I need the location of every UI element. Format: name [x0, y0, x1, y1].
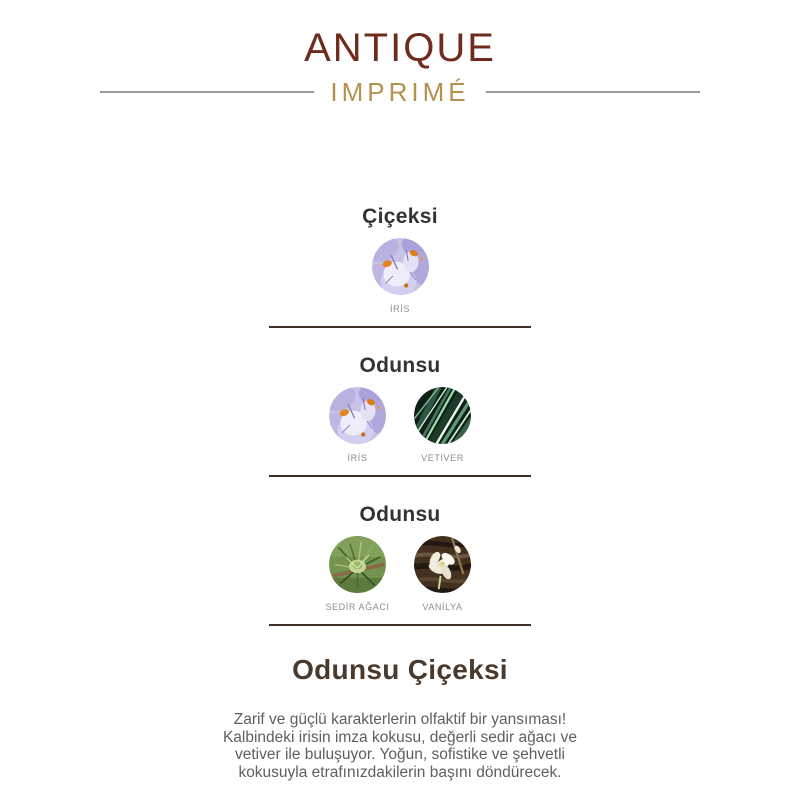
cedar-tree-photo	[329, 536, 386, 593]
right-divider-rule	[486, 91, 700, 93]
fragrance-summary	[0, 654, 800, 781]
note-label: VANİLYA	[422, 602, 463, 612]
vetiver-grass-photo	[414, 387, 471, 444]
note-section-middle	[269, 354, 531, 477]
note-item	[323, 387, 393, 463]
notes-row	[269, 238, 531, 314]
note-item	[408, 536, 478, 612]
left-divider-rule	[100, 91, 314, 93]
section-title: Odunsu	[359, 503, 441, 526]
summary-line: Kalbindeki irisin imza kokusu, değerli sedir ağacı ve	[222, 728, 578, 746]
summary-title: Odunsu Çiçeksi	[292, 654, 508, 685]
summary-description	[0, 711, 800, 781]
note-label: VETİVER	[421, 453, 464, 463]
summary-line: kokusuyla etrafınızdakilerin başını döndürecek.	[238, 763, 562, 781]
note-item	[323, 536, 393, 612]
section-title: Odunsu	[359, 354, 441, 377]
brand-title: ANTIQUE	[304, 26, 496, 70]
page-header	[0, 28, 800, 105]
scent-pyramid	[0, 205, 800, 626]
note-label: İRİS	[390, 304, 410, 314]
notes-row	[269, 536, 531, 612]
iris-flower-photo	[372, 238, 429, 295]
vanilla-flower-photo	[414, 536, 471, 593]
note-section-top	[269, 205, 531, 328]
notes-row	[269, 387, 531, 463]
summary-line: Zarif ve güçlü karakterlerin olfaktif bir yansıması!	[233, 711, 567, 728]
summary-line: vetiver ile buluşuyor. Yoğun, sofistike ve şehvetli	[235, 746, 565, 763]
note-item	[408, 387, 478, 463]
note-label: SEDİR AĞACI	[325, 602, 390, 612]
note-label: İRİS	[347, 453, 368, 463]
product-title: IMPRIMÉ	[330, 77, 470, 107]
note-section-base	[269, 503, 531, 626]
iris-flower-photo	[329, 387, 386, 444]
section-title: Çiçeksi	[362, 205, 438, 228]
note-item	[365, 238, 435, 314]
product-subtitle-row	[100, 79, 700, 105]
